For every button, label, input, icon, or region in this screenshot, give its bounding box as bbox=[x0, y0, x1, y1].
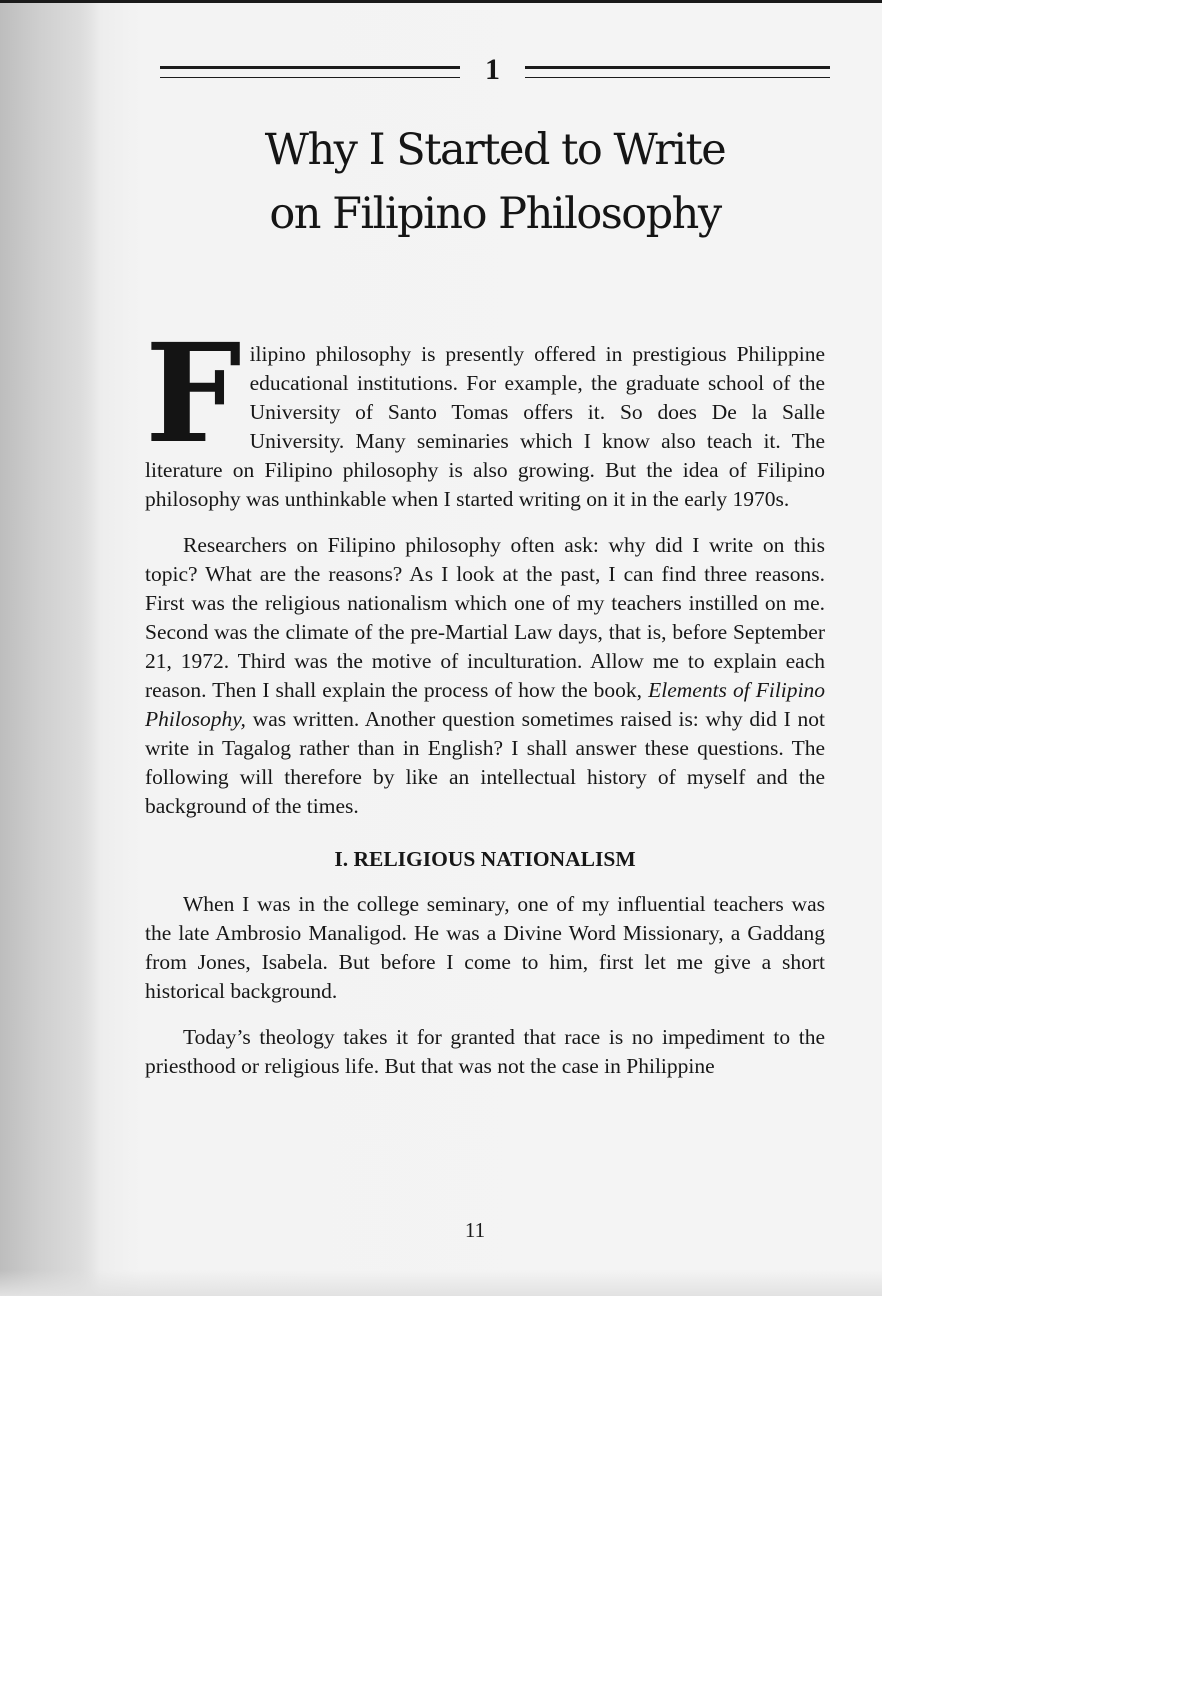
chapter-header bbox=[160, 52, 830, 92]
page-number: 11 bbox=[464, 1218, 486, 1242]
paragraph-4: Today’s theology takes it for granted that race is no impediment to the priesthood or religious life. But that was not the case in Philippine bbox=[145, 1025, 825, 1078]
chapter-rule-right bbox=[525, 66, 830, 78]
facing-page-edge bbox=[0, 0, 100, 1296]
section-heading: I. RELIGIOUS NATIONALISM bbox=[334, 847, 636, 871]
scan-top-edge bbox=[0, 0, 882, 3]
chapter-title bbox=[160, 118, 830, 246]
page-bottom-shadow bbox=[0, 1270, 882, 1296]
paragraph-2 bbox=[145, 531, 825, 821]
chapter-number: 1 bbox=[485, 53, 500, 86]
chapter-title-line-1: Why I Started to Write bbox=[264, 125, 726, 175]
paragraph-3: When I was in the college seminary, one of my influential teachers was the late Ambrosio Manaligod. He was a Divine Word Missionary, a Gaddang from Jones, Isabela. But before I come to him, first let me give a short historical background. bbox=[145, 892, 825, 1003]
paragraph-1 bbox=[145, 314, 825, 514]
chapter-title-line-2: on Filipino Philosophy bbox=[269, 189, 721, 239]
paragraph-2-text-end: was written. Another question sometimes raised is: why did I not write in Tagalog rather than in English? I shall answer these questions. The following will therefore by like an intellectual history of myself and the background of the times. bbox=[145, 707, 825, 818]
paragraph-1-text: ilipino philosophy is presently offered in prestigious Philippine educational institutions. For example, the graduate school of the University of Santo Tomas offers it. So does De la Salle University. Many seminaries which I know also teach it. The literature on Filipino philosophy is also growing. But the idea of Filipino philosophy was unthinkable when I started writing on it in the early 1970s. bbox=[145, 342, 825, 511]
book-title: Elements of Filipino Philosophy, bbox=[145, 678, 825, 731]
paragraph-2-text-start: Researchers on Filipino philosophy often ask: why did I write on this topic? What are the reasons? As I look at the past, I can find three reasons. First was the religious nationalism which one of my teachers instilled on me. Second was the climate of the pre-Martial Law days, that is, before September 21, 1972. Third was the motive of inculturation. Allow me to explain each reason. Then I shall explain the process of how the book, bbox=[145, 533, 825, 702]
chapter-rule-left bbox=[160, 66, 460, 78]
drop-cap: F bbox=[145, 314, 242, 474]
body-text bbox=[145, 314, 825, 1098]
